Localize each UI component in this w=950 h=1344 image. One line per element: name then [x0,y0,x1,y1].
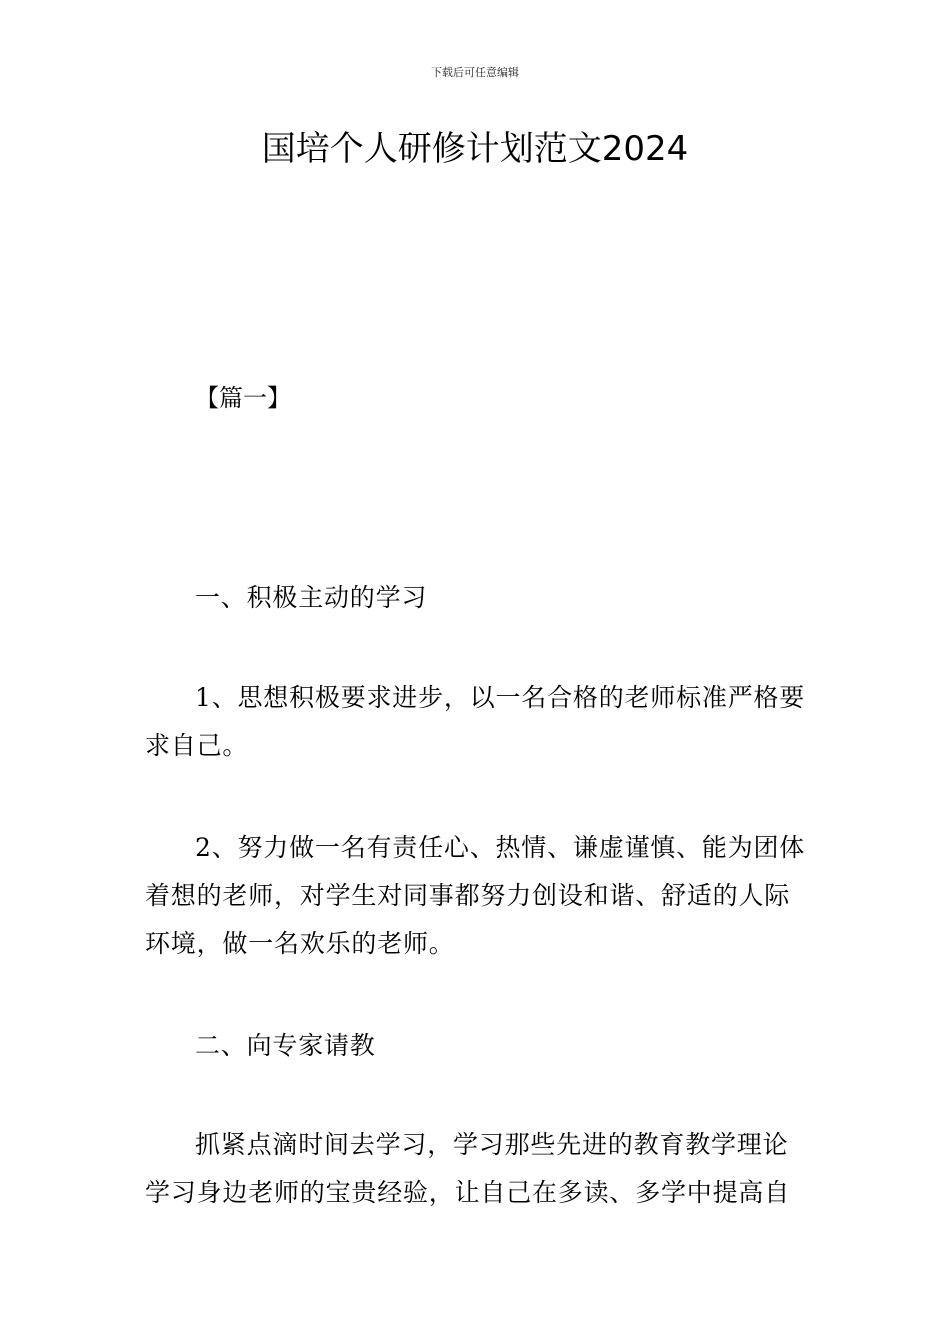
header-note: 下载后可任意编辑 [431,66,519,79]
heading-active-learning: 一、积极主动的学习 [195,583,428,612]
section-mark: 【篇一】 [195,384,291,412]
paragraph-study: 抓紧点滴时间去学习，学习那些先进的教育教学理论学习身边老师的宝贵经验，让自己在多读、多学中提高自 [145,1130,791,1207]
document-title: 国培个人研修计划范文2024 [261,129,689,169]
paragraph-item-2: 2、努力做一名有责任心、热情、谦虚谨慎、能为团体着想的老师，对学生对同事都努力创设和谐、舒适的人际环境，做一名欢乐的老师。 [145,833,806,958]
paragraph-item-1: 1、思想积极要求进步，以一名合格的老师标准严格要求自己。 [145,683,806,760]
heading-ask-experts: 二、向专家请教 [195,1031,376,1060]
